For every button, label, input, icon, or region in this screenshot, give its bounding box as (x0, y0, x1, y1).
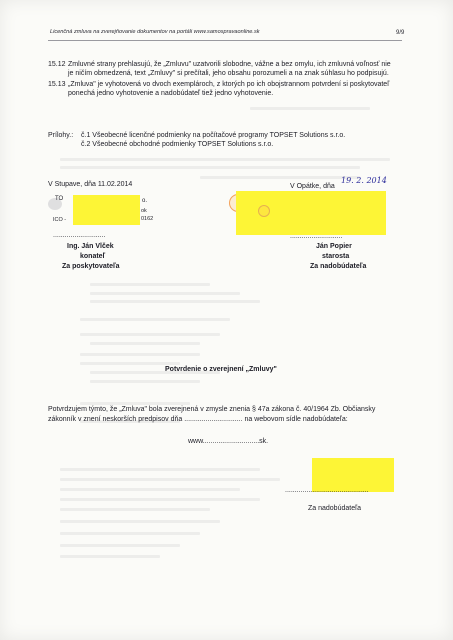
provider-name: Ing. Ján Vlček (67, 243, 114, 250)
acquirer-name: Ján Popier (316, 243, 352, 250)
stamp-text: ok (141, 208, 147, 214)
acquirer-side-label: Za nadobúdateľa (310, 263, 367, 270)
provider-signature-line: ........................... (53, 232, 106, 239)
clause-text: Zmluvné strany prehlasujú, že „Zmluvu" uzatvorili slobodne, vážne a bez omylu, ich zmluvná voľnosť nie (68, 61, 391, 68)
clause-text: „Zmluva" je vyhotovená vo dvoch exemplároch, z ktorých po ich obojstrannom potvrdení si poskytovateľ (68, 81, 390, 88)
provider-place-date: V Stupave, dňa 11.02.2014 (48, 181, 133, 188)
clause-number: 15.12 (48, 61, 66, 68)
clause-text: ponechá jedno vyhotovenie a nadobúdateľ tiež jedno vyhotovenie. (68, 90, 274, 97)
confirmation-title: Potvrdenie o zverejnení „Zmluvy" (165, 366, 277, 373)
stamp-seal-mark (258, 205, 270, 217)
confirmation-text: Potvrdzujem týmto, že „Zmluva" bola zverejnená v zmysle znenia § 47a zákona č. 40/1964 Zb. Občiansky (48, 406, 376, 413)
acquirer-signature-line: ........................... (290, 233, 343, 240)
page-number: 9/9 (396, 30, 405, 36)
redacted-stamp (73, 195, 140, 225)
stamp-text: 0162 (141, 216, 154, 222)
confirmation-side-label: Za nadobúdateľa (308, 505, 362, 512)
clause-number: 15.13 (48, 81, 66, 88)
confirmation-signature-line: ........................................... (285, 487, 369, 494)
acquirer-place-date: V Opátke, dňa (290, 183, 335, 190)
stamp-text: o. (142, 198, 148, 204)
stamp-text: TO (55, 196, 64, 202)
attachments-label: Prílohy.: (48, 132, 74, 139)
provider-side-label: Za poskytovateľa (62, 263, 120, 270)
page-header-title: Licenčná zmluva na zverejňovanie dokumentov na portáli www.samospravaonline.sk (50, 29, 260, 35)
confirmation-text: zákonník v znení neskorších predpisov dňa .............................. na webovom sídle nadobúdateľa: (48, 416, 348, 423)
attachment-item: č.1 Všeobecné licenčné podmienky na počítačové programy TOPSET Solutions s.r.o. (81, 132, 346, 139)
stamp-text: ICO - (53, 217, 67, 223)
provider-role: konateľ (80, 253, 106, 260)
handwritten-date: 19. 2. 2014 (341, 176, 387, 185)
website-field: www.............................sk. (188, 438, 269, 445)
header-divider (48, 40, 402, 41)
acquirer-role: starosta (322, 253, 350, 260)
attachment-item: č.2 Všeobecné obchodné podmienky TOPSET Solutions s.r.o. (81, 141, 274, 148)
clause-text: je ničím obmedzená, text „Zmluvy" si prečítali, jeho obsahu porozumeli a na znak súhlasu ho podpisujú. (68, 70, 389, 77)
